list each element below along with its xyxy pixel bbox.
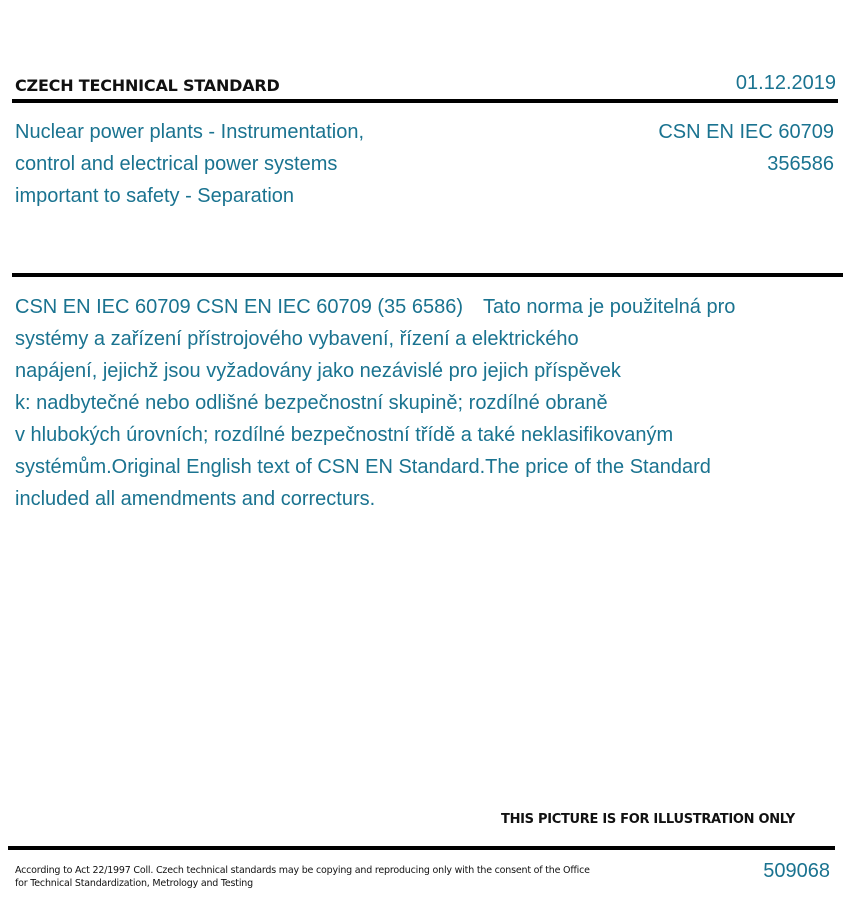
title-line: important to safety - Separation [15,185,295,207]
illustration-disclaimer: THIS PICTURE IS FOR ILLUSTRATION ONLY [501,812,795,827]
description-line: napájení, jejichž jsou vyžadovány jako nezávislé pro jejich příspěvek [15,360,621,382]
legal-line: for Technical Standardization, Metrology and Testing [15,878,253,889]
description-line: k: nadbytečné nebo odlišné bezpečnostní skupině; rozdílné obraně [15,392,608,414]
footer-divider [8,846,835,850]
document-type-label: CZECH TECHNICAL STANDARD [15,76,280,95]
standard-title [15,116,435,212]
description-text: Tato norma je použitelná pro [483,296,736,318]
description-line: included all amendments and correcturs. [15,488,376,510]
catalog-number: 356586 [767,153,834,175]
title-line: control and electrical power systems [15,153,338,175]
description-line [15,291,815,323]
standard-code: CSN EN IEC 60709 [658,121,834,143]
description-line: systémům.Original English text of CSN EN Standard.The price of the Standard [15,456,711,478]
title-line: Nuclear power plants - Instrumentation, [15,121,365,143]
section-divider [12,273,843,277]
publication-date: 01.12.2019 [735,72,836,94]
legal-line: According to Act 22/1997 Coll. Czech technical standards may be copying and reproducing only with the consent of the Office [15,865,590,876]
standard-codes [658,116,834,180]
document-id: 509068 [763,860,830,882]
description-line: v hlubokých úrovních; rozdílné bezpečnostní třídě a také neklasifikovaným [15,424,674,446]
standard-description [15,291,815,515]
header-divider [12,99,838,103]
description-lead: CSN EN IEC 60709 CSN EN IEC 60709 (35 6586) [15,296,463,318]
description-line: systémy a zařízení přístrojového vybavení, řízení a elektrického [15,328,579,350]
legal-notice [15,864,595,890]
